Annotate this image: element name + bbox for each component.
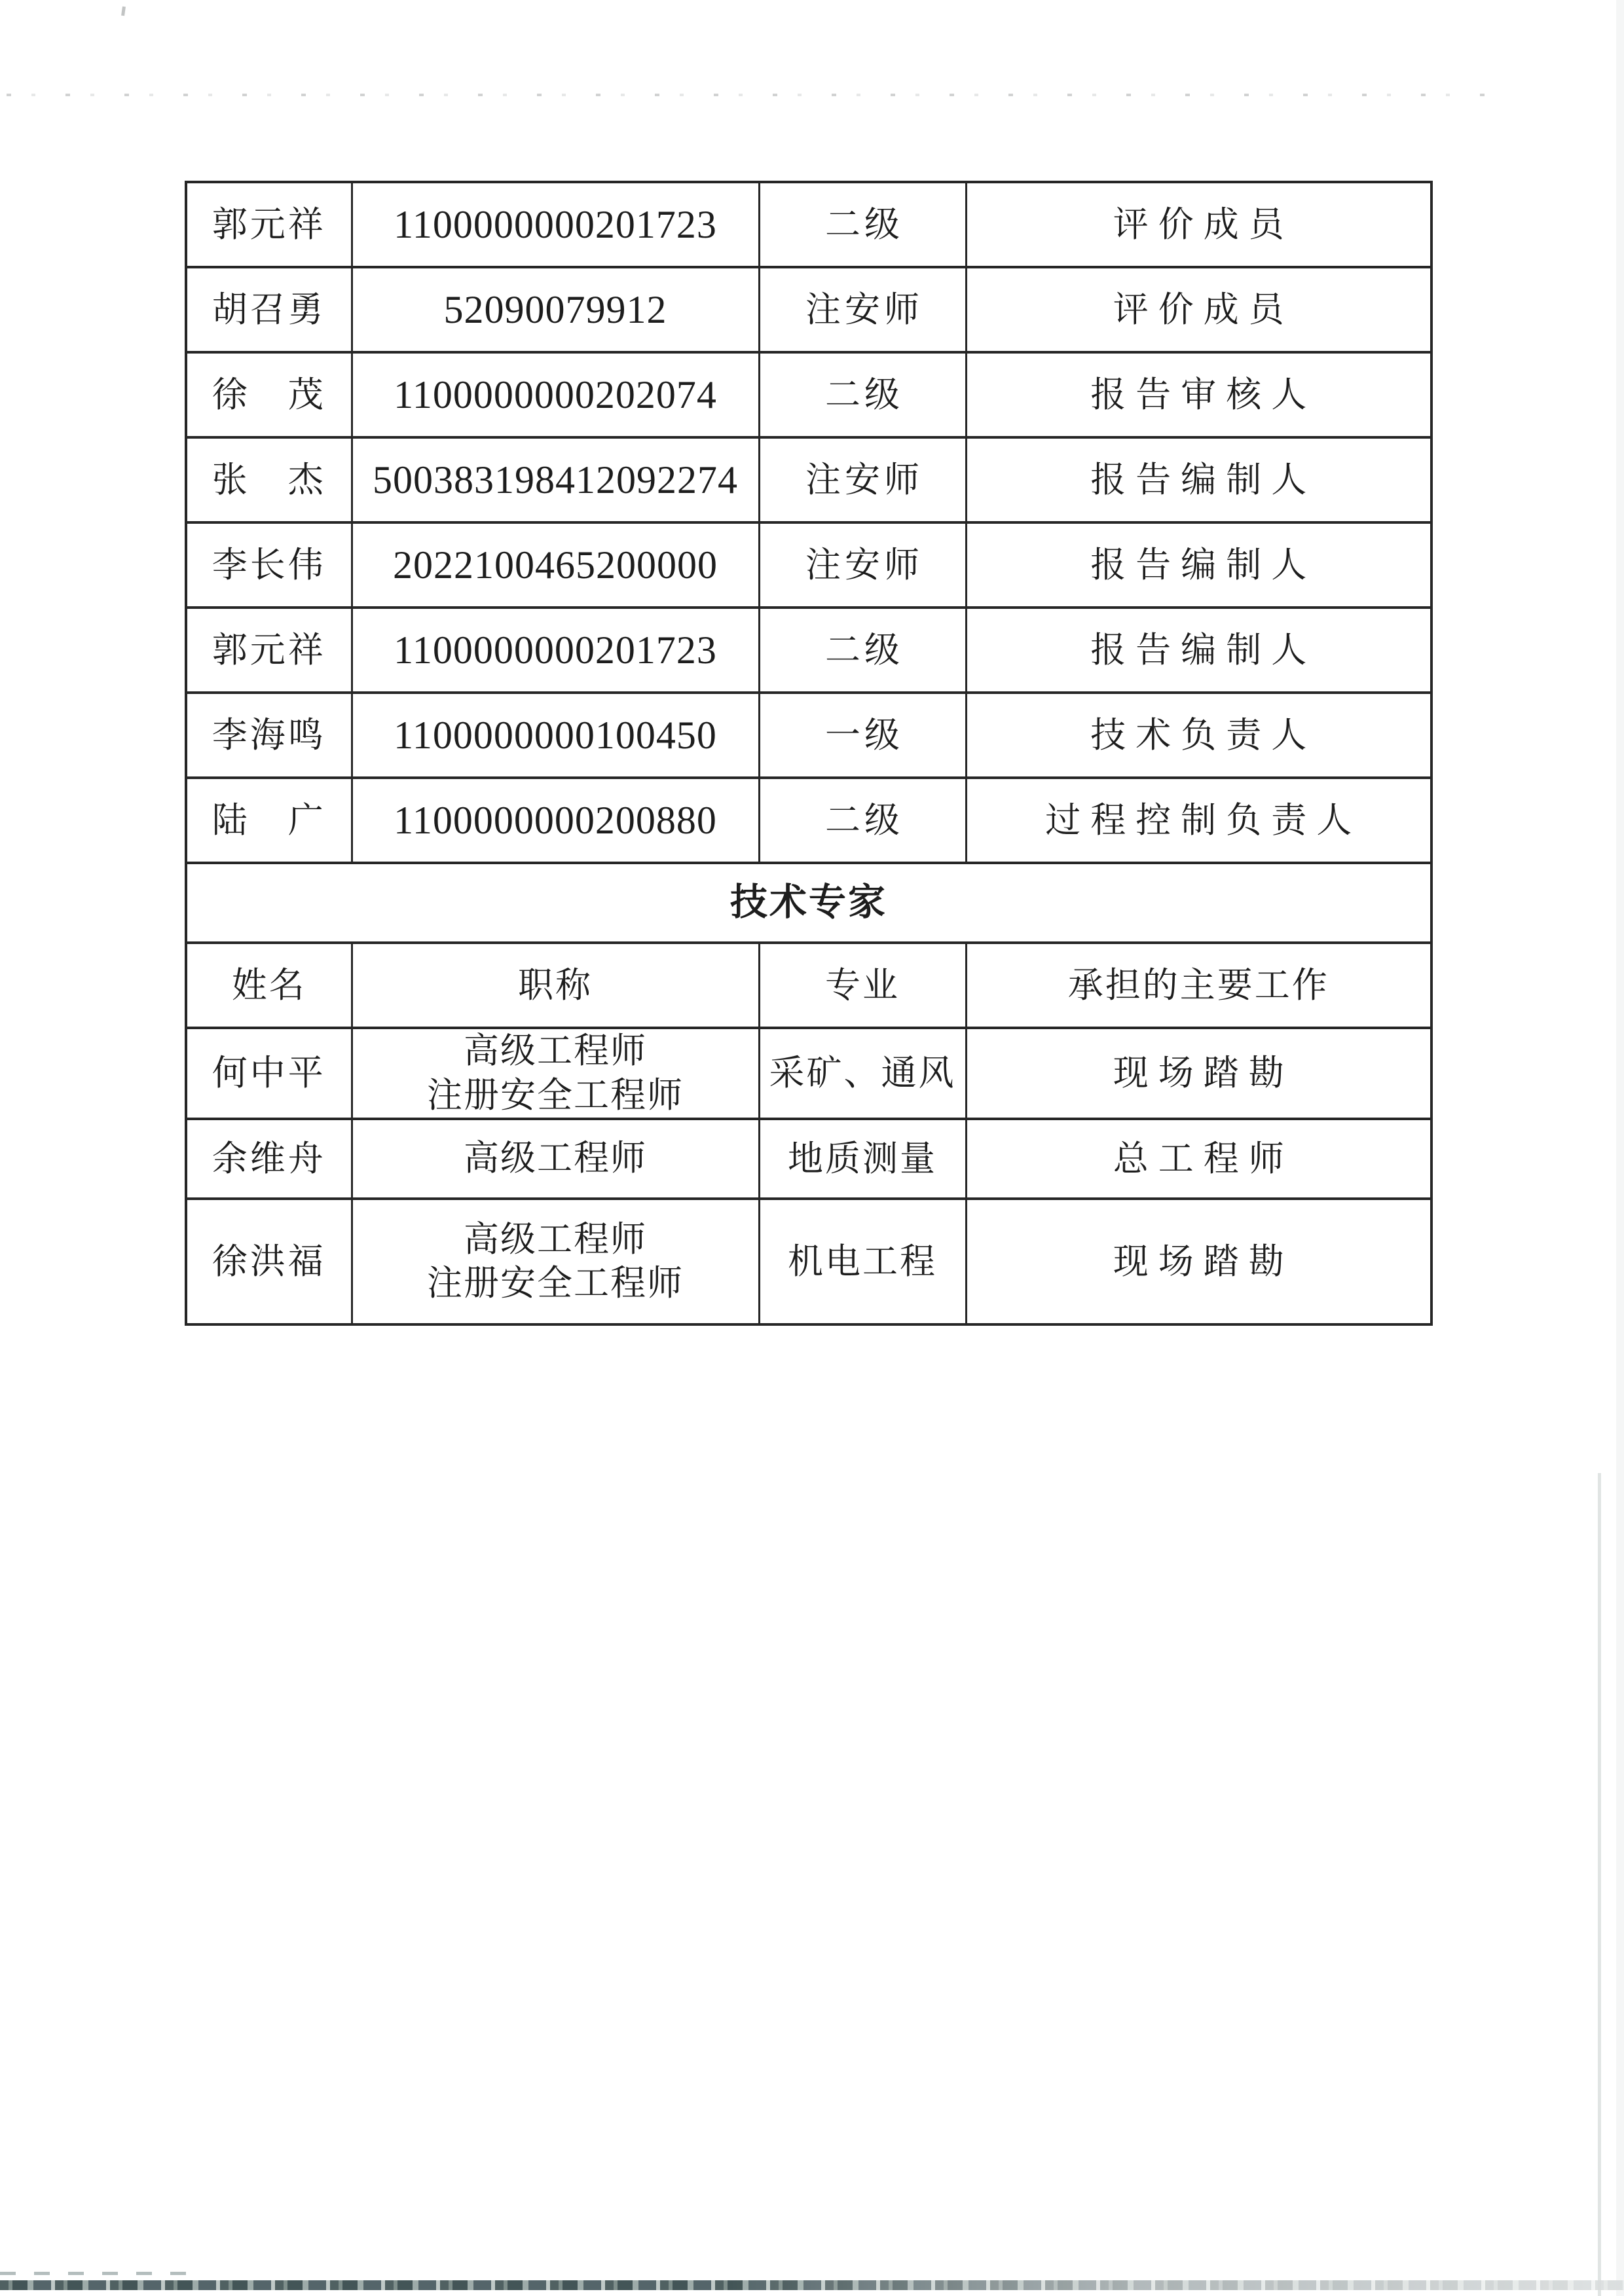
title-line: 注册安全工程师 bbox=[427, 1264, 684, 1303]
name-cell: 李海鸣 bbox=[186, 693, 352, 778]
expert-specialty-cell: 机电工程 bbox=[759, 1199, 966, 1324]
expert-row bbox=[186, 1028, 1431, 1119]
expert-work-cell: 现场踏勘 bbox=[966, 1199, 1431, 1324]
cert-no-cell: 52090079912 bbox=[352, 267, 759, 352]
level-cell: 一级 bbox=[759, 693, 966, 778]
expert-work-cell: 现场踏勘 bbox=[966, 1028, 1431, 1119]
name-cell: 郭元祥 bbox=[186, 182, 352, 267]
expert-row bbox=[186, 1119, 1431, 1199]
name-cell: 张 杰 bbox=[186, 437, 352, 522]
scan-edge-tint bbox=[1616, 0, 1624, 2296]
role-cell: 评价成员 bbox=[966, 182, 1431, 267]
role-cell: 报告编制人 bbox=[966, 522, 1431, 608]
expert-name-cell: 徐洪福 bbox=[186, 1199, 352, 1324]
personnel-table bbox=[185, 181, 1433, 1326]
expert-name-cell: 余维舟 bbox=[186, 1119, 352, 1199]
scan-noise-top bbox=[7, 94, 1486, 96]
name-cell: 胡召勇 bbox=[186, 267, 352, 352]
cert-no-cell: 1100000000201723 bbox=[352, 182, 759, 267]
expert-row bbox=[186, 1199, 1431, 1324]
header-name: 姓名 bbox=[186, 943, 352, 1028]
name-cell: 李长伟 bbox=[186, 522, 352, 608]
table-row bbox=[186, 693, 1431, 778]
role-cell: 评价成员 bbox=[966, 267, 1431, 352]
cert-no-cell: 1100000000200880 bbox=[352, 778, 759, 863]
level-cell: 注安师 bbox=[759, 437, 966, 522]
cert-no-cell: 1100000000201723 bbox=[352, 608, 759, 693]
expert-name-cell: 何中平 bbox=[186, 1028, 352, 1119]
scan-noise-tick bbox=[0, 2272, 203, 2275]
table-row bbox=[186, 267, 1431, 352]
table-row bbox=[186, 778, 1431, 863]
level-cell: 二级 bbox=[759, 352, 966, 437]
level-cell: 二级 bbox=[759, 608, 966, 693]
expert-specialty-cell: 地质测量 bbox=[759, 1119, 966, 1199]
cert-no-cell: 2022100465200000 bbox=[352, 522, 759, 608]
scan-edge-line bbox=[1598, 1473, 1601, 2296]
cert-no-cell: 1100000000100450 bbox=[352, 693, 759, 778]
table-row bbox=[186, 352, 1431, 437]
role-cell: 过程控制负责人 bbox=[966, 778, 1431, 863]
title-line: 注册安全工程师 bbox=[427, 1075, 684, 1115]
scan-noise-bottom bbox=[0, 2280, 1624, 2290]
expert-title-cell bbox=[352, 1199, 759, 1324]
level-cell: 二级 bbox=[759, 778, 966, 863]
title-line: 高级工程师 bbox=[464, 1219, 647, 1259]
level-cell: 二级 bbox=[759, 182, 966, 267]
expert-title-cell bbox=[352, 1028, 759, 1119]
header-specialty: 专业 bbox=[759, 943, 966, 1028]
experts-header-row bbox=[186, 943, 1431, 1028]
role-cell: 报告审核人 bbox=[966, 352, 1431, 437]
table-row bbox=[186, 522, 1431, 608]
role-cell: 报告编制人 bbox=[966, 608, 1431, 693]
name-cell: 徐 茂 bbox=[186, 352, 352, 437]
table-row bbox=[186, 182, 1431, 267]
name-cell: 郭元祥 bbox=[186, 608, 352, 693]
name-cell: 陆 广 bbox=[186, 778, 352, 863]
header-title: 职称 bbox=[352, 943, 759, 1028]
title-line: 高级工程师 bbox=[464, 1031, 647, 1070]
scan-speck bbox=[121, 7, 126, 16]
role-cell: 报告编制人 bbox=[966, 437, 1431, 522]
role-cell: 技术负责人 bbox=[966, 693, 1431, 778]
expert-specialty-cell: 采矿、通风 bbox=[759, 1028, 966, 1119]
cert-no-cell: 500383198412092274 bbox=[352, 437, 759, 522]
table-row bbox=[186, 437, 1431, 522]
expert-title-cell bbox=[352, 1119, 759, 1199]
section-title: 技术专家 bbox=[186, 863, 1431, 943]
title-line: 高级工程师 bbox=[464, 1139, 647, 1178]
level-cell: 注安师 bbox=[759, 522, 966, 608]
cert-no-cell: 1100000000202074 bbox=[352, 352, 759, 437]
expert-work-cell: 总工程师 bbox=[966, 1119, 1431, 1199]
table-row bbox=[186, 608, 1431, 693]
level-cell: 注安师 bbox=[759, 267, 966, 352]
section-header-row bbox=[186, 863, 1431, 943]
header-work: 承担的主要工作 bbox=[966, 943, 1431, 1028]
